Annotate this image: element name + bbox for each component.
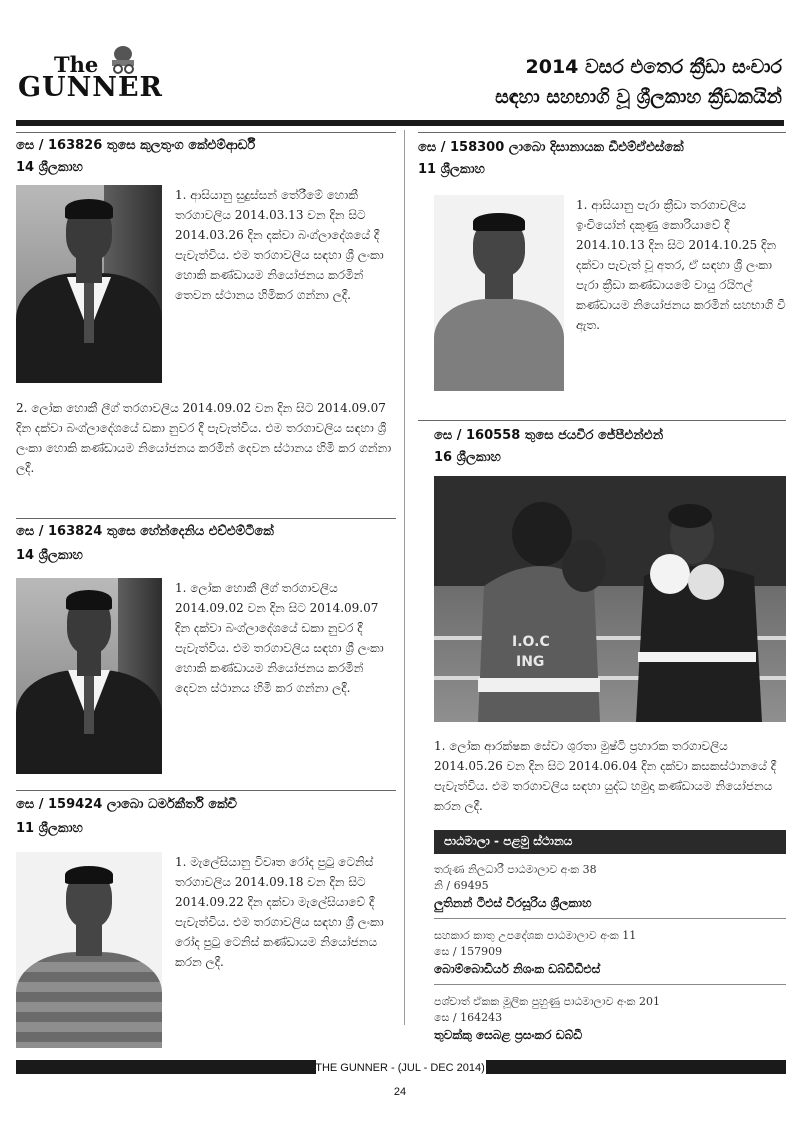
person-name: සෙ / 163826 තුසෙ කුලතුංග කේඑම්ආර්ඩී [16, 138, 256, 153]
headline-line-1: 2014 වසර එතෙර ක්‍රීඩා සංචාර [525, 56, 782, 78]
page-number: 24 [393, 1086, 407, 1098]
achievement-text: 1. ආසියානු පැරා ක්‍රීඩා තරගාවලිය ඉංචියෝන් දකුණු කොරියාවේ දී 2014.10.13 දින සිට 2014.10.25 දින දක්වා පැවැත් වූ අතර, ඒ සඳහා ශ්‍රී ලංකා පැරා ක්‍රීඩා කණ්ඩායමේ වායු රයිෆල් කණ්ඩායම නියෝජනය කරමින් සහභාගි වී ඇත. [576, 198, 786, 332]
courses-header-label: පාඨමාලා - පළමු ස්ථානය [444, 834, 573, 848]
course-entry [434, 994, 786, 1044]
svg-text:ING: ING [516, 654, 545, 670]
portrait-photo [16, 852, 162, 1048]
footer-title: THE GUNNER - (JUL - DEC 2014) [315, 1062, 485, 1074]
crest-icon [106, 44, 140, 74]
person-name: සෙ / 163824 තුසෙ හේන්දෙනිය එච්එම්ටීකේ [16, 524, 274, 539]
course-winner: ලුතිනන් ටීඑස් වීරසූරිය ශ්‍රීලකාහ [434, 896, 592, 910]
person-name: සෙ / 160558 තුසෙ ජයවීර ජේපීඑන්එන් [434, 428, 664, 443]
portrait-photo [16, 578, 162, 774]
achievement-text: 2. ලෝක හොකී ලීග් තරගාවලිය 2014.09.02 වන දින සිට 2014.09.07 දින දක්වා බංග්ලාදේශයේ ඩකා නුවර දී පැවැත්විය. එම තරගාවලිය සඳහා ශ්‍රී ලංකා හොකි කණ්ඩායම නියෝජනය කරමින් දෙවන ස්ථානය හිමි කර ගන්නා ලදී. [16, 401, 392, 475]
course-separator [434, 984, 786, 985]
person-unit: 16 ශ්‍රීලකාහ [434, 450, 501, 465]
boxing-photo [434, 476, 786, 722]
person-unit: 14 ශ්‍රීලකාහ [16, 160, 83, 175]
course-entry [434, 928, 786, 985]
course-title: පශ්චාත් ඒකක මූලික පුහුණු පාඨමාලාව අංක 201 [434, 995, 660, 1008]
logo-the-text: The [54, 52, 99, 77]
course-number: සෙ / 164243 [434, 1011, 503, 1024]
portrait-photo [16, 185, 162, 383]
section-rule [16, 132, 396, 133]
svg-text:I.O.C: I.O.C [512, 634, 550, 650]
portrait-photo [434, 195, 564, 391]
headline-line-2: සඳහා සහභාගි වූ ශ්‍රීලකාහ ක්‍රීඩකයින් [495, 86, 782, 108]
course-title: තරුණ නිලධාරී පාඨමාලාව අංක 38 [434, 863, 597, 876]
course-number: නි / 69495 [434, 879, 489, 892]
logo-gunner-text: GUNNER [18, 72, 163, 103]
person-name: සෙ / 159424 ලාබො ධර්මකීර්ති කේචී [16, 797, 238, 812]
gunner-logo [14, 44, 164, 106]
column-divider [404, 130, 405, 1025]
section-rule [418, 132, 786, 133]
person-unit: 11 ශ්‍රීලකාහ [16, 821, 83, 836]
course-winner: බොම්බොඩියර් නිශංක ඩබ්ඩීඩීඑස් [434, 962, 601, 976]
course-entry [434, 862, 786, 919]
section-rule [418, 420, 786, 421]
achievement-text: 1. මැලේසියානු විවෘත රෝද පුටු ටෙනිස් තරගාවලිය 2014.09.18 වන දින සිට 2014.09.22 දින දක්වා මැලේසියාවේ දී පැවැත්විය. එම තරගාවලිය සඳහා ශ්‍රී ලංකා රෝද පුටු ටෙනිස් කණ්ඩායම නියෝජනය කරන ලදී. [175, 855, 384, 969]
courses-header [434, 830, 786, 854]
header-rule [16, 120, 784, 126]
person-unit: 11 ශ්‍රීලකාහ [418, 162, 485, 177]
achievement-text: 1. ලෝක ආරක්ෂක සේවා ශුරතා මුෂ්ටි ප්‍රහාරක තරගාවලිය 2014.05.26 වන දින සිට 2014.06.04 දින දක්වා කසකස්ථානයේ දී පැවැත්විය. එම තරගාවලිය සඳහා යුද්ධ හමුදා කණ්ඩායම නියෝජනය කරන ලදී. [434, 739, 777, 813]
section-rule [16, 518, 396, 519]
course-separator [434, 918, 786, 919]
person-unit: 14 ශ්‍රීලකාහ [16, 548, 83, 563]
course-title: සහකාර කාතු උපදේශක පාඨමාලාව අංක 11 [434, 929, 637, 942]
achievement-text: 1. ලෝක හොකී ලීග් තරගාවලිය 2014.09.02 වන දින සිට 2014.09.07 දින දක්වා බංග්ලාදේශයේ ඩකා නුවර දී පැවැත්විය. එම තරගාවලිය සඳහා ශ්‍රී ලංකා හොකි කණ්ඩායම නියෝජනය කරමින් දෙවන ස්ථානය හිමි කර ගන්නා ලදී. [175, 581, 384, 695]
course-number: සෙ / 157909 [434, 945, 503, 958]
course-winner: තුවක්කු සෙබළ ප්‍රසංකර ඩබ්ඩී [434, 1028, 583, 1042]
achievement-text: 1. ආසියානු සුදුස්සන් තේරීමේ හොකී තරගාවලිය 2014.03.13 වන දින සිට 2014.03.26 දින දක්වා බංග්ලාදේශයේ දී පැවැත්විය. එම තරගාවලිය සඳහා ශ්‍රී ලංකා හොකි කණ්ඩායම නියෝජනය කරමින් තෙවන ස්ථානය හිමිකර ගන්නා ලදී. [175, 188, 384, 302]
boxing-illustration [434, 476, 786, 722]
person-name: සෙ / 158300 ලාබො දිසානායක ඩීඑම්ඒඑස්කේ [418, 140, 684, 155]
section-rule [16, 790, 396, 791]
